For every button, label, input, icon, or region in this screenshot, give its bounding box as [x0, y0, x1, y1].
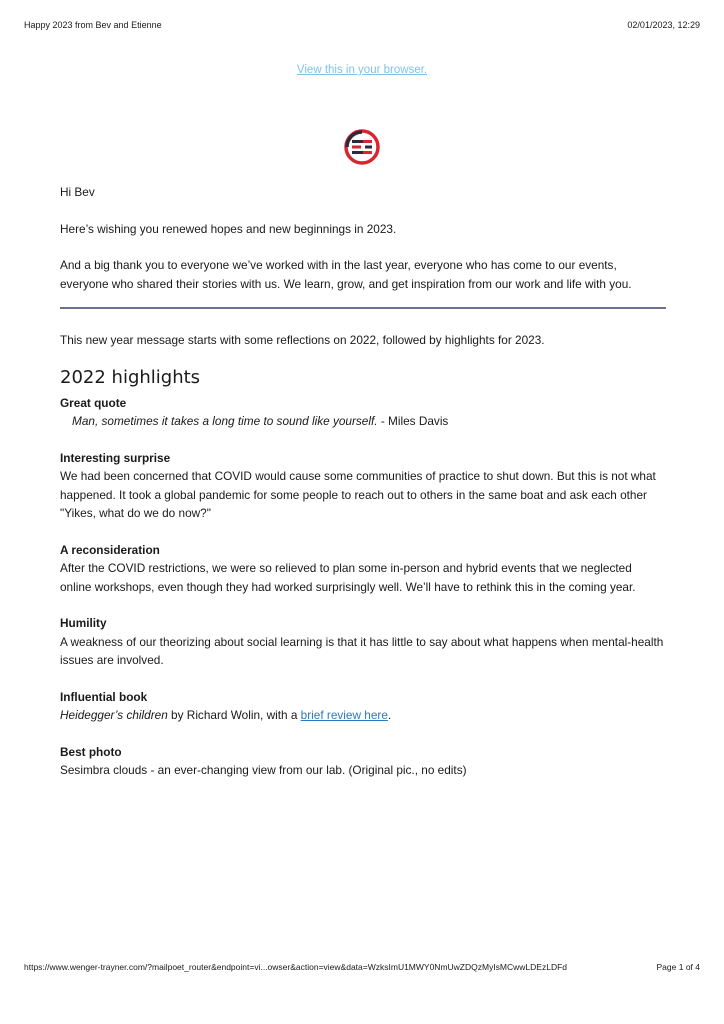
- red-black-circular-logo-icon: [343, 128, 381, 166]
- print-footer: [24, 962, 700, 976]
- item-text: A weakness of our theorizing about social learning is that it has little to say about what happens when mental-health issues are involved.: [60, 634, 664, 667]
- quote-italic: Man, sometimes it takes a long time to sound like yourself.: [72, 414, 378, 428]
- print-header: [24, 20, 700, 34]
- wishes-paragraph: Here’s wishing you renewed hopes and new beginnings in 2023.: [60, 221, 397, 236]
- view-in-browser-link[interactable]: View this in your browser.: [296, 64, 428, 76]
- item-interesting-surprise: [60, 449, 666, 523]
- quote-text: [60, 412, 666, 431]
- print-header-title: Happy 2023 from Bev and Etienne: [24, 20, 162, 30]
- greeting: Hi Bev: [60, 185, 95, 199]
- item-humility: [60, 614, 666, 670]
- book-text: by Richard Wolin, with a: [167, 708, 301, 722]
- item-text: After the COVID restrictions, we were so relieved to plan some in-person and hybrid events that we neglected online workshops, even though they had worked surprisingly well. We’ll have to rethink this in the coming year.: [60, 561, 636, 594]
- item-text: [60, 706, 666, 725]
- item-reconsideration: [60, 541, 666, 597]
- item-best-photo: [60, 743, 666, 780]
- book-text-end: .: [387, 708, 392, 722]
- divider: [60, 307, 666, 309]
- thanks-paragraph: And a big thank you to everyone we’ve worked with in the last year, everyone who has come to our events, everyone who shared their stories with us. We learn, grow, and get inspiration from our work and life with you.: [60, 258, 632, 291]
- item-title: Humility: [60, 616, 107, 630]
- item-title: A reconsideration: [60, 542, 160, 557]
- brief-review-link[interactable]: brief review here: [300, 708, 388, 722]
- email-body: [60, 183, 666, 798]
- print-footer-url: https://www.wenger-trayner.com/?mailpoet_router&endpoint=vi...owser&action=view&data=WzksImU1MWY0NmUwZDQzMyIsMCwwLDEzLDFd: [24, 962, 567, 972]
- item-title: Great quote: [60, 395, 127, 410]
- print-footer-page: Page 1 of 4: [656, 962, 700, 972]
- print-header-datetime: 02/01/2023, 12:29: [627, 20, 700, 30]
- book-title: Heidegger’s children: [60, 708, 168, 722]
- item-text: Sesimbra clouds - an ever-changing view from our lab. (Original pic., no edits): [60, 763, 467, 777]
- item-title: Interesting surprise: [60, 450, 171, 465]
- item-title: Best photo: [60, 744, 122, 759]
- item-great-quote: [60, 394, 666, 431]
- intro-paragraph: This new year message starts with some reflections on 2022, followed by highlights for 2023.: [60, 333, 545, 347]
- item-influential-book: [60, 688, 666, 725]
- section-title: 2022 highlights: [60, 366, 201, 388]
- quote-attribution: - Miles Davis: [377, 414, 449, 428]
- item-text: We had been concerned that COVID would cause some communities of practice to shut down. But this is not what happened. It took a global pandemic for some people to reach out to others in the same boat and ask each other "Yikes, what do we do now?": [60, 469, 656, 520]
- item-title: Influential book: [60, 689, 148, 704]
